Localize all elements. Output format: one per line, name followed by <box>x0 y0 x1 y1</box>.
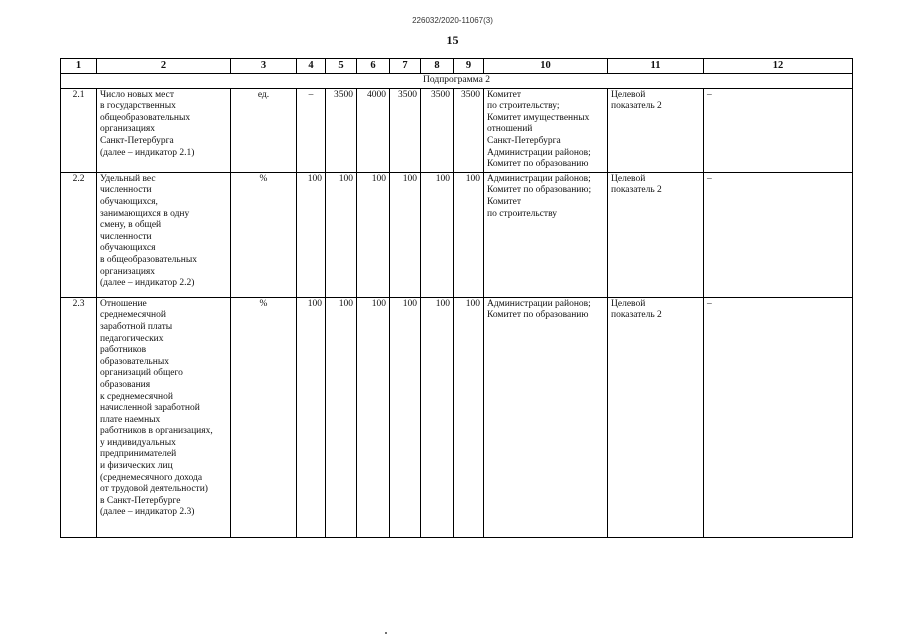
unit-cell: % <box>231 297 297 537</box>
column-header: 9 <box>454 59 484 74</box>
executors-cell: Администрации районов; Комитет по образованию <box>484 297 608 537</box>
table-row <box>61 297 853 537</box>
document-id: 226032/2020-11067(3) <box>412 16 493 25</box>
value-cell: 100 <box>390 297 421 537</box>
column-header: 7 <box>390 59 421 74</box>
executors-cell: Комитет по строительству; Комитет имущественных отношений Санкт-Петербурга Администрации районов; Комитет по образованию <box>484 88 608 172</box>
value-cell: – <box>297 88 326 172</box>
row-number: 2.3 <box>61 297 97 537</box>
indicators-table <box>60 58 853 538</box>
unit-cell: % <box>231 172 297 297</box>
column-header: 1 <box>61 59 97 74</box>
value-cell: 3500 <box>454 88 484 172</box>
row-number: 2.2 <box>61 172 97 297</box>
row-number: 2.1 <box>61 88 97 172</box>
indicator-name: Отношение среднемесячной заработной платы педагогических работников образовательных организаций общего образования к среднемесячной начисленной заработной плате наемных работников в организациях, у индивидуальных предпринимателей и физических лиц (среднемесячного дохода от трудовой деятельности) в Санкт-Петербурге (далее – индикатор 2.3) <box>97 297 231 537</box>
value-cell: 4000 <box>357 88 390 172</box>
value-cell: 100 <box>297 172 326 297</box>
value-cell: 3500 <box>421 88 454 172</box>
column-header: 3 <box>231 59 297 74</box>
value-cell: 100 <box>390 172 421 297</box>
column-header: 12 <box>704 59 853 74</box>
target-link-cell: Целевой показатель 2 <box>608 172 704 297</box>
table-row <box>61 172 853 297</box>
column-number-row <box>61 59 853 74</box>
subprogram-heading: Подпрограмма 2 <box>61 74 853 89</box>
target-link-cell: Целевой показатель 2 <box>608 297 704 537</box>
column-header: 4 <box>297 59 326 74</box>
unit-cell: ед. <box>231 88 297 172</box>
note-cell: – <box>704 172 853 297</box>
value-cell: 100 <box>297 297 326 537</box>
indicator-name: Число новых мест в государственных общеобразовательных организациях Санкт-Петербурга (далее – индикатор 2.1) <box>97 88 231 172</box>
value-cell: 3500 <box>390 88 421 172</box>
indicator-name: Удельный вес численности обучающихся, занимающихся в одну смену, в общей численности обучающихся в общеобразовательных организациях (далее – индикатор 2.2) <box>97 172 231 297</box>
value-cell: 100 <box>326 172 357 297</box>
value-cell: 100 <box>454 297 484 537</box>
scan-speck <box>385 632 387 634</box>
note-cell: – <box>704 88 853 172</box>
value-cell: 3500 <box>326 88 357 172</box>
column-header: 2 <box>97 59 231 74</box>
value-cell: 100 <box>357 297 390 537</box>
subprogram-row <box>61 74 853 89</box>
page-number: 15 <box>446 33 459 47</box>
value-cell: 100 <box>357 172 390 297</box>
note-cell: – <box>704 297 853 537</box>
column-header: 5 <box>326 59 357 74</box>
value-cell: 100 <box>421 297 454 537</box>
value-cell: 100 <box>326 297 357 537</box>
value-cell: 100 <box>454 172 484 297</box>
column-header: 11 <box>608 59 704 74</box>
table-row <box>61 88 853 172</box>
value-cell: 100 <box>421 172 454 297</box>
target-link-cell: Целевой показатель 2 <box>608 88 704 172</box>
column-header: 10 <box>484 59 608 74</box>
executors-cell: Администрации районов; Комитет по образованию; Комитет по строительству <box>484 172 608 297</box>
column-header: 8 <box>421 59 454 74</box>
column-header: 6 <box>357 59 390 74</box>
